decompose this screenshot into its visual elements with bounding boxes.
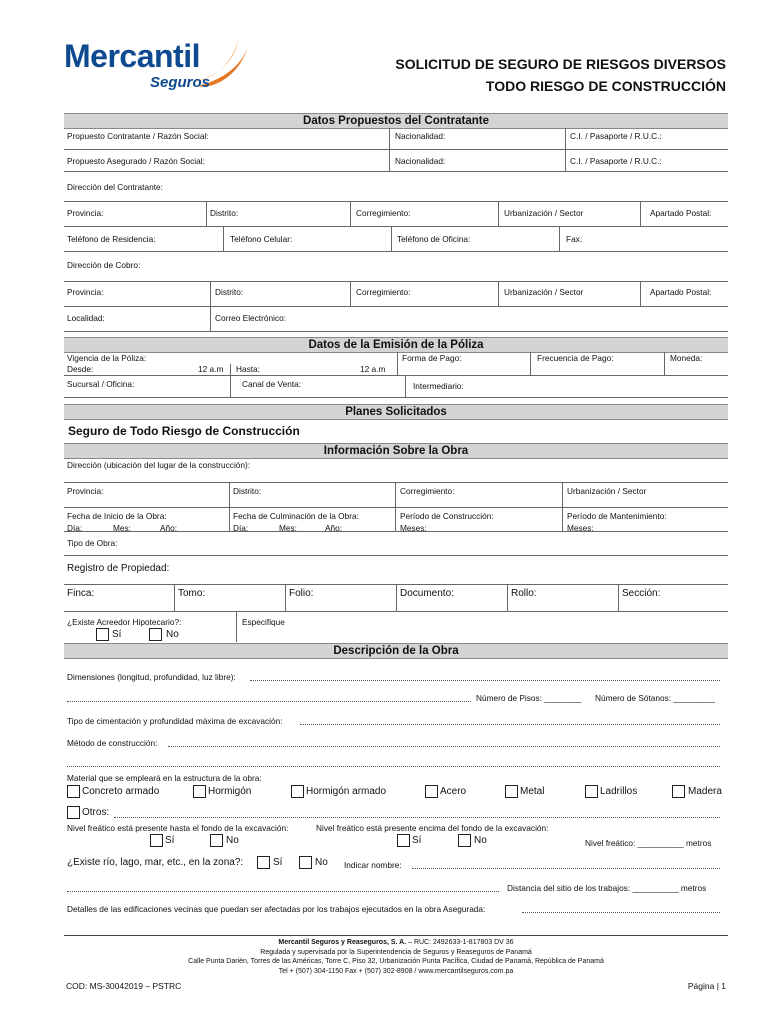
metodo-label: Método de construcción: [67, 738, 158, 748]
mant-meses-label[interactable]: Meses: [567, 523, 594, 533]
provincia-label[interactable]: Provincia: [67, 208, 104, 218]
urbanizacion-label[interactable]: Urbanización / Sector [504, 208, 584, 218]
rio-label: ¿Existe río, lago, mar, etc., en la zona?: [67, 857, 244, 868]
section-emision-title: Datos de la Emisión de la Póliza [64, 337, 728, 353]
distancia-line[interactable] [67, 891, 499, 892]
section-contratante-title: Datos Propuestos del Contratante [64, 113, 728, 129]
cobro-provincia-label[interactable]: Provincia: [67, 287, 104, 297]
frecuencia-label[interactable]: Frecuencia de Pago: [537, 353, 614, 363]
culm-dia-label[interactable]: Día: [233, 523, 249, 533]
detalles-line[interactable] [522, 912, 720, 913]
tel-oficina-label[interactable]: Teléfono de Oficina: [397, 234, 471, 244]
acreedor-no-label: No [166, 629, 179, 640]
acreedor-label: ¿Existe Acreedor Hipotecario?: [67, 617, 182, 627]
localidad-label[interactable]: Localidad: [67, 313, 105, 323]
material-concreto-checkbox[interactable] [67, 785, 80, 798]
inicio-mes-label[interactable]: Mes: [113, 523, 131, 533]
acreedor-no-checkbox[interactable] [149, 628, 162, 641]
rollo-label[interactable]: Rollo: [511, 588, 537, 599]
hora-desde: 12 a.m [198, 364, 224, 374]
inicio-dia-label[interactable]: Día: [67, 523, 83, 533]
nivel-encima-si-label: Sí [412, 835, 422, 846]
hora-hasta: 12 a.m [360, 364, 386, 374]
nivel-hasta-no-checkbox[interactable] [210, 834, 223, 847]
material-metal-label: Metal [520, 786, 545, 797]
obra-urbanizacion-label[interactable]: Urbanización / Sector [567, 486, 647, 496]
page-title-1: SOLICITUD DE SEGURO DE RIESGOS DIVERSOS [395, 56, 726, 72]
detalles-label: Detalles de las edificaciones vecinas que puedan ser afectadas por los trabajos ejecutados en la obra Asegurada: [67, 904, 486, 914]
material-acero-label: Acero [440, 786, 467, 797]
rio-si-checkbox[interactable] [257, 856, 270, 869]
material-hormigon-label: Hormigón [208, 786, 252, 797]
section-info-obra-title: Información Sobre la Obra [64, 443, 728, 459]
logo [64, 36, 254, 96]
rio-si-label: Sí [273, 857, 283, 868]
nivel-hasta-label: Nivel freático está presente hasta el fondo de la excavación: [67, 823, 289, 833]
nivel-hasta-no-label: No [226, 835, 239, 846]
distrito-label[interactable]: Distrito: [210, 208, 239, 218]
fecha-inicio-label[interactable]: Fecha de Inicio de la Obra: [67, 511, 167, 521]
nivel-encima-no-checkbox[interactable] [458, 834, 471, 847]
metodo-line[interactable] [168, 746, 720, 747]
finca-label[interactable]: Finca: [67, 588, 95, 599]
desde-label[interactable]: Desde: [67, 364, 94, 374]
cobro-urbanizacion-label[interactable]: Urbanización / Sector [504, 287, 584, 297]
obra-provincia-label[interactable]: Provincia: [67, 486, 104, 496]
culm-ano-label[interactable]: Año: [325, 523, 343, 533]
distancia-label[interactable]: Distancia del sitio de los trabajos: __________ metros [507, 883, 707, 893]
footer-regulada: Regulada y supervisada por la Superintendencia de Seguros y Reaseguros de Panamá [260, 948, 532, 956]
material-hormigon-armado-checkbox[interactable] [291, 785, 304, 798]
material-madera-label: Madera [688, 786, 722, 797]
cimentacion-label: Tipo de cimentación y profundidad máxima de excavación: [67, 716, 283, 726]
otros-label: Otros: [82, 807, 110, 818]
section-descripcion-title: Descripción de la Obra [64, 643, 728, 659]
especifique-label[interactable]: Especifique [242, 617, 285, 627]
footer-ruc: – RUC: 2492633-1-817803 DV 36 [406, 939, 514, 946]
metodo-line-2[interactable] [67, 766, 720, 767]
corregimiento-label[interactable]: Corregimiento: [356, 208, 411, 218]
material-hormigon-armado-label: Hormigón armado [306, 786, 387, 797]
document-code: COD: MS-30042019 – PSTRC [66, 981, 182, 991]
sotanos-label[interactable]: Número de Sótanos: _________ [595, 693, 715, 703]
apartado-label[interactable]: Apartado Postal: [650, 208, 712, 218]
rio-no-checkbox[interactable] [299, 856, 312, 869]
seccion-label[interactable]: Sección: [622, 588, 661, 599]
nivel-freatico-label[interactable]: Nivel freático: __________ metros [585, 838, 712, 848]
folio-label[interactable]: Folio: [289, 588, 314, 599]
rio-no-label: No [315, 857, 328, 868]
material-ladrillos-label: Ladrillos [600, 786, 638, 797]
cobro-corregimiento-label[interactable]: Corregimiento: [356, 287, 411, 297]
material-metal-checkbox[interactable] [505, 785, 518, 798]
obra-corregimiento-label[interactable]: Corregimiento: [400, 486, 455, 496]
material-madera-checkbox[interactable] [672, 785, 685, 798]
forma-pago-label[interactable]: Forma de Pago: [402, 353, 462, 363]
dimensiones-line-2[interactable] [67, 701, 471, 702]
cobro-distrito-label[interactable]: Distrito: [215, 287, 244, 297]
nacionalidad-label[interactable]: Nacionalidad: [395, 131, 446, 141]
material-concreto-label: Concreto armado [82, 786, 160, 797]
direccion-label[interactable]: Dirección del Contratante: [67, 182, 163, 192]
material-otros-checkbox[interactable] [67, 806, 80, 819]
correo-label[interactable]: Correo Electrónico: [215, 313, 287, 323]
obra-distrito-label[interactable]: Distrito: [233, 486, 262, 496]
nacionalidad-label-2[interactable]: Nacionalidad: [395, 156, 446, 166]
footer-contact: Tel + (507) 304-1150 Fax + (507) 302-8908 / www.mercantilseguros.com.pa [278, 967, 514, 975]
contratante-label[interactable]: Propuesto Contratante / Razón Social: [67, 131, 209, 141]
cimentacion-line[interactable] [300, 724, 720, 725]
culm-mes-label[interactable]: Mes: [279, 523, 297, 533]
sucursal-label[interactable]: Sucursal / Oficina: [67, 379, 135, 389]
footer-company: Mercantil Seguros y Reaseguros, S. A. [278, 939, 407, 946]
section-planes-title: Planes Solicitados [64, 404, 728, 420]
tomo-label[interactable]: Tomo: [178, 588, 206, 599]
direccion-cobro-label[interactable]: Dirección de Cobro: [67, 260, 141, 270]
seguro-heading: Seguro de Todo Riesgo de Construcción [68, 424, 300, 438]
acreedor-si-label: Sí [112, 629, 122, 640]
page-title-2: TODO RIESGO DE CONSTRUCCIÓN [485, 78, 726, 94]
logo-sub: Seguros [150, 74, 211, 91]
material-ladrillos-checkbox[interactable] [585, 785, 598, 798]
ci-label[interactable]: C.I. / Pasaporte / R.U.C.: [570, 131, 662, 141]
pisos-label[interactable]: Número de Pisos: ________ [476, 693, 582, 703]
vigencia-label: Vigencia de la Póliza: [67, 353, 147, 363]
footer-address: Calle Punta Darién, Torres de las Américas, Torre C, Piso 32, Urbanización Punta Pacífica, Ciudad de Panamá, República de Panamá [188, 958, 604, 965]
logo-brand: Mercantil [64, 38, 200, 74]
registro-label: Registro de Propiedad: [67, 563, 170, 574]
cobro-apartado-label[interactable]: Apartado Postal: [650, 287, 712, 297]
nivel-hasta-si-checkbox[interactable] [150, 834, 163, 847]
nivel-encima-no-label: No [474, 835, 487, 846]
canal-label[interactable]: Canal de Venta: [242, 379, 302, 389]
direccion-obra-label[interactable]: Dirección (ubicación del lugar de la construcción): [67, 460, 251, 470]
intermediario-label[interactable]: Intermediario: [413, 381, 464, 391]
dimensiones-label: Dimensiones (longitud, profundidad, luz libre): [67, 672, 236, 682]
ci-label-2[interactable]: C.I. / Pasaporte / R.U.C.: [570, 156, 662, 166]
tel-celular-label[interactable]: Teléfono Celular: [230, 234, 293, 244]
tipo-obra-label[interactable]: Tipo de Obra: [67, 538, 118, 548]
periodo-mant-label[interactable]: Período de Mantenimiento: [567, 511, 667, 521]
otros-line[interactable] [114, 817, 720, 818]
fax-label[interactable]: Fax: [566, 234, 583, 244]
nivel-encima-si-checkbox[interactable] [397, 834, 410, 847]
moneda-label[interactable]: Moneda: [670, 353, 703, 363]
page-number: Página | 1 [687, 981, 726, 991]
fecha-culm-label[interactable]: Fecha de Culminación de la Obra: [233, 511, 359, 521]
asegurado-label[interactable]: Propuesto Asegurado / Razón Social: [67, 156, 205, 166]
nivel-hasta-si-label: Sí [165, 835, 175, 846]
const-meses-label[interactable]: Meses: [400, 523, 427, 533]
inicio-ano-label[interactable]: Año: [160, 523, 178, 533]
material-hormigon-checkbox[interactable] [193, 785, 206, 798]
tel-residencia-label[interactable]: Teléfono de Residencia: [67, 234, 156, 244]
dimensiones-line[interactable] [250, 680, 720, 681]
indicar-nombre-label: Indicar nombre: [344, 860, 402, 870]
documento-label[interactable]: Documento: [400, 588, 454, 599]
hasta-label[interactable]: Hasta: [236, 364, 260, 374]
material-acero-checkbox[interactable] [425, 785, 438, 798]
material-label: Material que se empleará en la estructura de la obra: [67, 773, 262, 783]
periodo-const-label[interactable]: Período de Construcción: [400, 511, 494, 521]
nivel-encima-label: Nivel freático está presente encima del fondo de la excavación: [316, 823, 549, 833]
footer [64, 935, 728, 980]
indicar-nombre-line[interactable] [412, 868, 720, 869]
acreedor-si-checkbox[interactable] [96, 628, 109, 641]
